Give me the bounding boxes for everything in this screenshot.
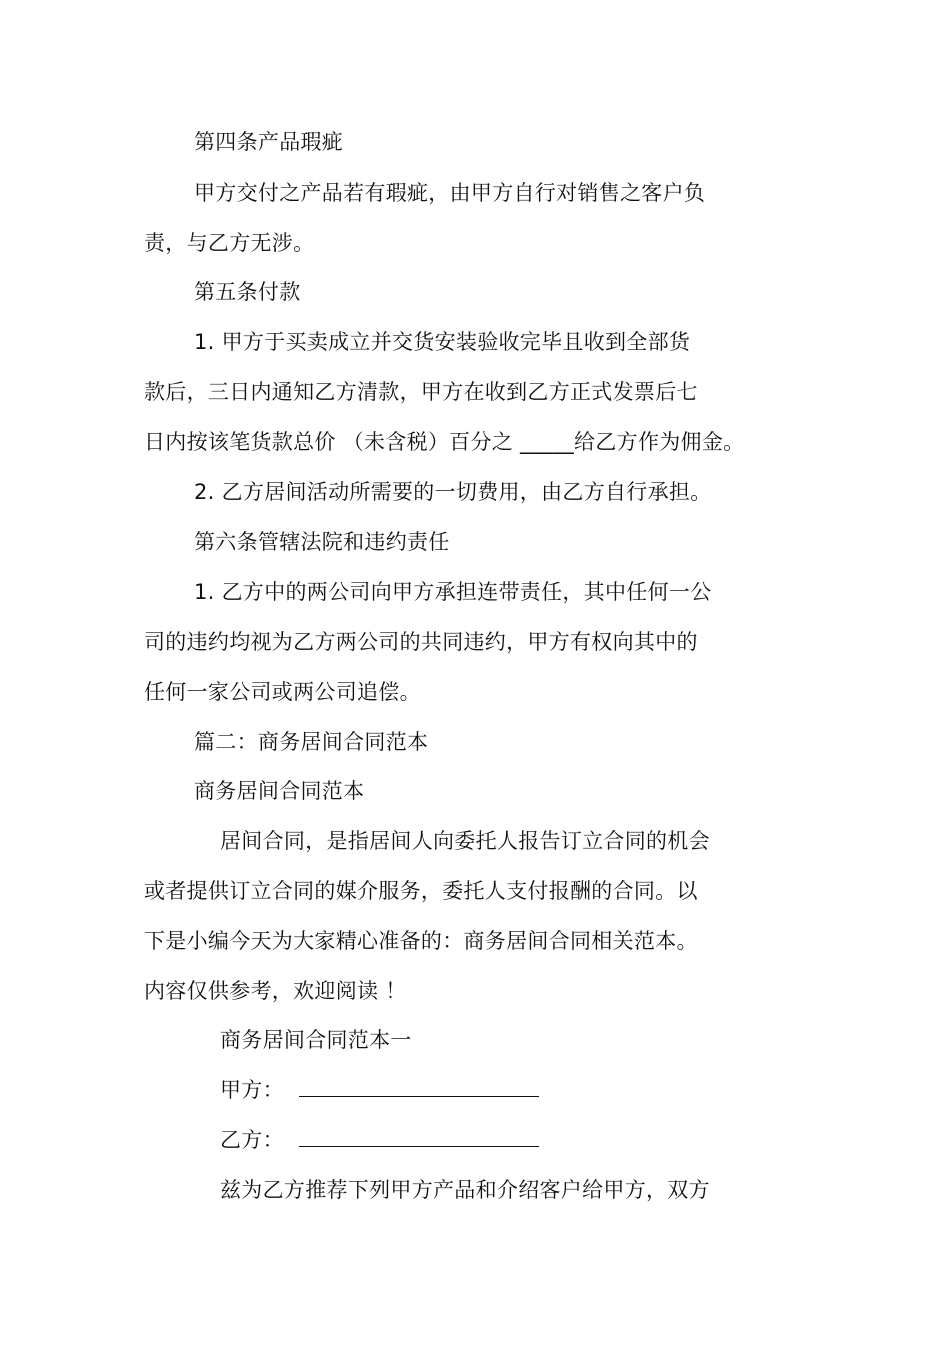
party-b-blank [299,1126,539,1147]
party-a-line [220,1075,539,1105]
paragraph-line: 下是小编今天为大家精心准备的：商务居间合同相关范本。 [144,929,698,953]
paragraph-line: 2. 乙方居间活动所需要的一切费用，由乙方自行承担。 [194,480,712,504]
paragraph-line: 兹为乙方推荐下列甲方产品和介绍客户给甲方，双方 [220,1178,710,1202]
party-b-line [220,1125,539,1155]
party-a-label: 甲方： [220,1078,284,1102]
paragraph-line: 或者提供订立合同的媒介服务，委托人支付报酬的合同。以 [144,879,698,903]
article-4-heading: 第四条产品瑕疵 [194,130,344,154]
paragraph-line: 款后，三日内通知乙方清款，甲方在收到乙方正式发票后七 [144,380,698,404]
paragraph-line: 日内按该笔货款总价 （未含税）百分之 _____给乙方作为佣金。 [144,430,745,454]
article-5-heading: 第五条付款 [194,280,301,304]
contract-title: 商务居间合同范本 [194,779,365,803]
paragraph-line: 1. 乙方中的两公司向甲方承担连带责任，其中任何一公 [194,580,712,604]
paragraph-line: 居间合同，是指居间人向委托人报告订立合同的机会 [220,829,710,853]
paragraph-line: 甲方交付之产品若有瑕疵，由甲方自行对销售之客户负 [194,181,706,205]
paragraph-line: 1. 甲方于买卖成立并交货安装验收完毕且收到全部货 [194,330,691,354]
party-b-label: 乙方： [220,1128,284,1152]
section-2-heading: 篇二：商务居间合同范本 [194,730,429,754]
contract-sample-title: 商务居间合同范本一 [220,1028,412,1052]
paragraph-line: 内容仅供参考，欢迎阅读 ！ [144,979,407,1003]
article-6-heading: 第六条管辖法院和违约责任 [194,530,450,554]
paragraph-line: 责，与乙方无涉。 [144,231,315,255]
paragraph-line: 司的违约均视为乙方两公司的共同违约，甲方有权向其中的 [144,630,698,654]
party-a-blank [299,1076,539,1097]
paragraph-line: 任何一家公司或两公司追偿。 [144,680,421,704]
